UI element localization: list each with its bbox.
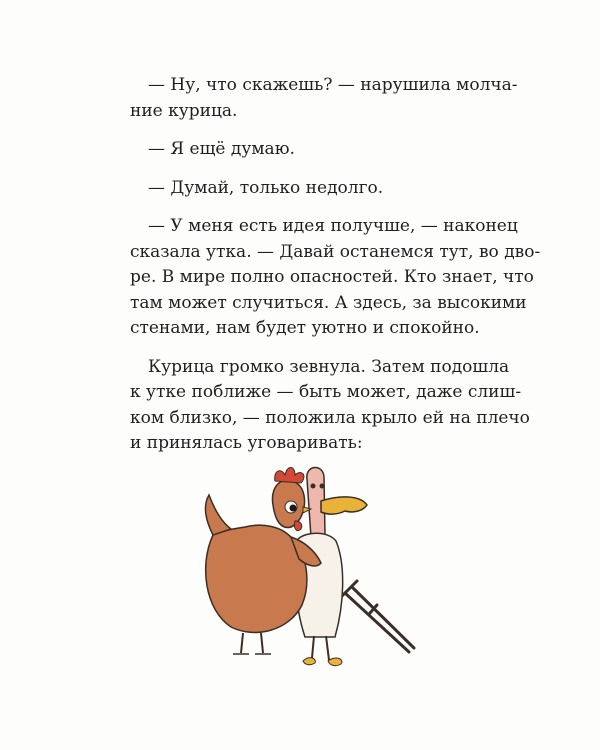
text-line: Курица громко зевнула. Затем подошла (148, 356, 510, 377)
hen-and-duck-illustration (195, 455, 435, 695)
text-line: ре. В мире полно опасностей. Кто знает, что (130, 267, 534, 287)
story-text (130, 73, 541, 457)
text-line: — Думай, только недолго. (148, 177, 384, 198)
text-line: к утке поближе — быть может, даже слиш- (130, 382, 522, 402)
crutch-icon (341, 581, 414, 652)
text-line: — У меня есть идея получше, — наконец (148, 216, 518, 236)
text-line: — Я ещё думаю. (148, 139, 295, 159)
text-line: стенами, нам будет уютно и спокойно. (130, 318, 480, 338)
text-line: ние курица. (130, 100, 238, 121)
text-line: и принялась уговаривать: (130, 433, 363, 453)
text-line: там может случиться. А здесь, за высокими (130, 292, 527, 313)
text-line: ком близко, — положила крыло ей на плечо (130, 407, 530, 428)
text-line: — Ну, что скажешь? — нарушила молча- (148, 75, 518, 95)
text-line: сказала утка. — Давай останемся тут, во дво- (130, 241, 541, 262)
